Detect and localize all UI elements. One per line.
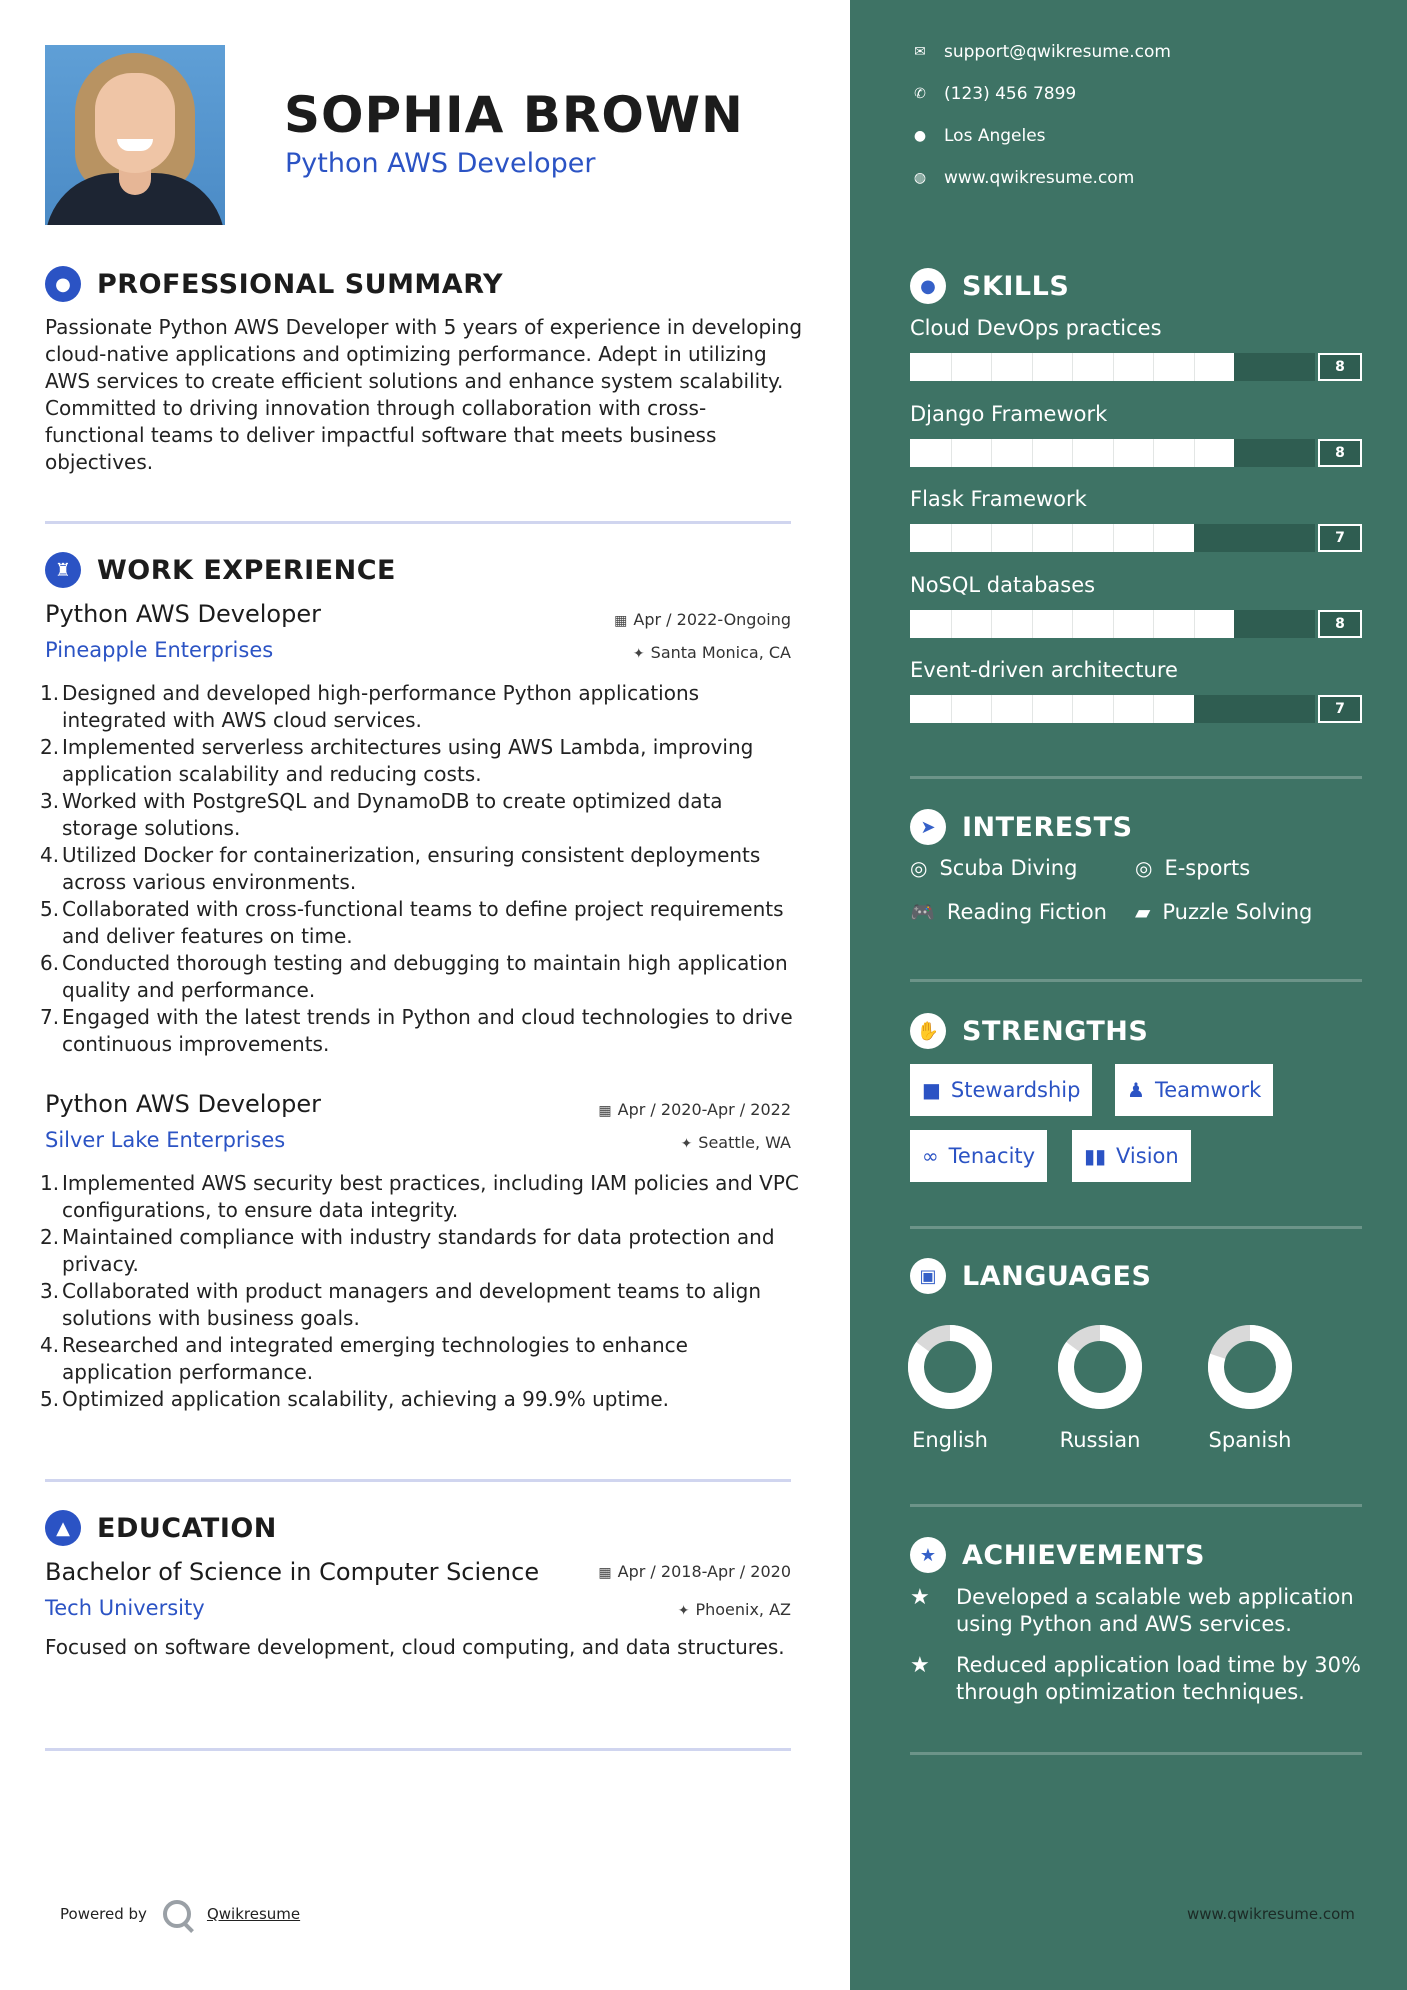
footer-website[interactable]: www.qwikresume.com <box>1187 1905 1355 1923</box>
footer-branding: Powered by Qwikresume <box>60 1900 300 1928</box>
experience-heading: ♜ WORK EXPERIENCE <box>45 552 396 588</box>
section-divider <box>45 1748 791 1751</box>
job-bullets <box>40 680 800 1058</box>
interest-item: 🎮 Reading Fiction <box>910 900 1107 924</box>
skill-bar <box>910 353 1315 381</box>
list-item: 2. Implemented serverless architectures using AWS Lambda, improving application scalability and reducing costs. <box>40 735 754 786</box>
education-dates: ▦ Apr / 2018-Apr / 2020 <box>598 1562 791 1581</box>
skill-value: 8 <box>1318 353 1362 381</box>
gamepad-icon: 🎮 <box>910 900 935 924</box>
life-ring-icon: ◎ <box>1135 856 1153 880</box>
section-divider <box>910 1504 1362 1507</box>
language-item <box>885 1322 1015 1452</box>
list-item: 1. Designed and developed high-performance Python applications integrated with AWS cloud services. <box>40 681 700 732</box>
list-item: 7. Engaged with the latest trends in Python and cloud technologies to drive continuous improvements. <box>40 1005 793 1056</box>
interest-item: ▰ Puzzle Solving <box>1135 900 1313 924</box>
language-label: English <box>912 1428 988 1452</box>
list-item: 1. Implemented AWS security best practices, including IAM policies and VPC configurations, to ensure data integrity. <box>40 1171 799 1222</box>
candidate-name: SOPHIA BROWN <box>284 86 744 144</box>
section-divider <box>910 1752 1362 1755</box>
education-location: ✦ Phoenix, AZ <box>677 1600 791 1619</box>
strength-tag: ■ Stewardship <box>910 1064 1092 1116</box>
job-location: ✦ Santa Monica, CA <box>632 643 791 662</box>
life-ring-icon: ◎ <box>910 856 928 880</box>
strength-tag: ♟ Teamwork <box>1115 1064 1273 1116</box>
section-divider <box>910 1226 1362 1229</box>
language-item <box>1035 1322 1165 1452</box>
job-title: Python AWS Developer <box>45 1090 321 1118</box>
language-label: Russian <box>1059 1428 1141 1452</box>
lightbulb-icon: ● <box>910 268 946 304</box>
calendar-icon: ▦ <box>598 1565 612 1581</box>
skill-label: NoSQL databases <box>910 572 1096 597</box>
interests-heading: ➤ INTERESTS <box>910 809 1133 845</box>
job-title: Python AWS Developer <box>45 600 321 628</box>
book-icon: ▰ <box>1135 900 1151 924</box>
briefcase-icon: ■ <box>922 1078 941 1102</box>
calendar-icon: ▦ <box>598 1103 612 1119</box>
pin-icon: ✦ <box>632 646 645 662</box>
users-icon: ♟ <box>1127 1078 1145 1102</box>
languages-heading: ▣ LANGUAGES <box>910 1258 1151 1294</box>
language-ring <box>1055 1322 1145 1412</box>
list-item: 3. Collaborated with product managers and development teams to align solutions with business goals. <box>40 1279 762 1330</box>
skill-label: Flask Framework <box>910 487 1087 511</box>
education-text: Focused on software development, cloud computing, and data structures. <box>45 1635 785 1659</box>
candidate-title: Python AWS Developer <box>285 148 596 179</box>
contact-item[interactable]: ● Los Angeles <box>910 126 1046 146</box>
skill-label: Django Framework <box>910 401 1108 426</box>
job-company: Silver Lake Enterprises <box>45 1128 286 1152</box>
interest-item: ◎ E-sports <box>1135 856 1251 880</box>
hand-icon: ✋ <box>910 1013 946 1049</box>
skill-label: Cloud DevOps practices <box>910 316 1162 340</box>
language-icon: ▣ <box>910 1258 946 1294</box>
list-item: 3. Worked with PostgreSQL and DynamoDB to create optimized data storage solutions. <box>40 789 723 840</box>
skill-bar <box>910 610 1315 638</box>
skill-bar <box>910 524 1315 552</box>
star-badge-icon: ★ <box>910 1537 946 1573</box>
globe-icon: ◍ <box>913 170 927 186</box>
binoculars-icon: ▮▮ <box>1084 1144 1107 1168</box>
profile-photo <box>45 45 225 225</box>
job-dates: ▦ Apr / 2022-Ongoing <box>614 610 791 629</box>
skill-value: 7 <box>1318 695 1362 723</box>
skill-fill <box>910 524 1194 552</box>
language-item <box>1185 1322 1315 1452</box>
skill-bar <box>910 695 1315 723</box>
qwikresume-link[interactable]: Qwikresume <box>206 1905 301 1923</box>
link-icon: ∞ <box>922 1144 939 1168</box>
pin-icon: ✦ <box>677 1603 690 1619</box>
graduation-cap-icon: ▲ <box>45 1510 81 1546</box>
skill-fill <box>910 695 1194 723</box>
user-icon: ● <box>45 266 81 302</box>
map-pin-icon: ● <box>913 128 927 144</box>
sidebar <box>850 0 1407 1990</box>
list-item: 5. Optimized application scalability, achieving a 99.9% uptime. <box>40 1387 669 1411</box>
strength-tag: ∞ Tenacity <box>910 1130 1047 1182</box>
contact-item[interactable]: ✉ support@qwikresume.com <box>910 42 1171 62</box>
chair-icon: ♜ <box>45 552 81 588</box>
skill-label: Event-driven architecture <box>910 658 1178 682</box>
job-dates: ▦ Apr / 2020-Apr / 2022 <box>598 1100 791 1119</box>
language-ring <box>905 1322 995 1412</box>
education-heading: ▲ EDUCATION <box>45 1510 277 1546</box>
education-degree: Bachelor of Science in Computer Science <box>45 1558 540 1586</box>
section-divider <box>45 521 791 524</box>
education-school: Tech University <box>45 1596 205 1620</box>
star-icon: ★ <box>910 1585 930 1610</box>
job-location: ✦ Seattle, WA <box>680 1133 791 1152</box>
list-item: 6. Conducted thorough testing and debugging to maintain high application quality and performance. <box>40 951 788 1002</box>
skill-value: 8 <box>1318 439 1362 467</box>
paper-plane-icon: ➤ <box>910 809 946 845</box>
achievement-item: ★ Reduced application load time by 30% through optimization techniques. <box>910 1653 1361 1704</box>
envelope-icon: ✉ <box>914 44 926 60</box>
strength-tag: ▮▮ Vision <box>1072 1130 1191 1182</box>
section-divider <box>910 776 1362 779</box>
language-ring <box>1205 1322 1295 1412</box>
job-company: Pineapple Enterprises <box>45 638 274 662</box>
phone-icon: ✆ <box>914 86 926 102</box>
skill-bar <box>910 439 1315 467</box>
skills-heading: ● SKILLS <box>910 268 1069 304</box>
contact-item[interactable]: ✆ (123) 456 7899 <box>910 84 1076 104</box>
summary-text: Passionate Python AWS Developer with 5 years of experience in developing cloud-native applications and optimizing performance. Adept in utilizing AWS services to create efficient solutions and enhance system scalability. Committed to driving innovation through collaboration with cross-functional teams to deliver impactful software that meets business objectives. <box>45 315 803 474</box>
achievement-item: ★ Developed a scalable web application using Python and AWS services. <box>910 1585 1354 1636</box>
job-bullets <box>40 1170 800 1413</box>
summary-heading: ● PROFESSIONAL SUMMARY <box>45 266 503 302</box>
list-item: 4. Researched and integrated emerging technologies to enhance application performance. <box>40 1333 688 1384</box>
pin-icon: ✦ <box>680 1136 693 1152</box>
skill-value: 7 <box>1318 524 1362 552</box>
section-divider <box>45 1479 791 1482</box>
list-item: 2. Maintained compliance with industry standards for data protection and privacy. <box>40 1225 775 1276</box>
calendar-icon: ▦ <box>614 613 628 629</box>
language-label: Spanish <box>1208 1428 1292 1452</box>
interest-item: ◎ Scuba Diving <box>910 856 1078 880</box>
qwikresume-logo-icon <box>163 1900 191 1928</box>
achievements-heading: ★ ACHIEVEMENTS <box>910 1537 1205 1573</box>
list-item: 5. Collaborated with cross-functional teams to define project requirements and deliver features on time. <box>40 897 784 948</box>
strengths-heading: ✋ STRENGTHS <box>910 1013 1148 1049</box>
section-divider <box>910 979 1362 982</box>
skill-value: 8 <box>1318 610 1362 638</box>
contact-item[interactable]: ◍ www.qwikresume.com <box>910 168 1134 188</box>
list-item: 4. Utilized Docker for containerization, ensuring consistent deployments across various environments. <box>40 843 761 894</box>
star-icon: ★ <box>910 1653 930 1678</box>
